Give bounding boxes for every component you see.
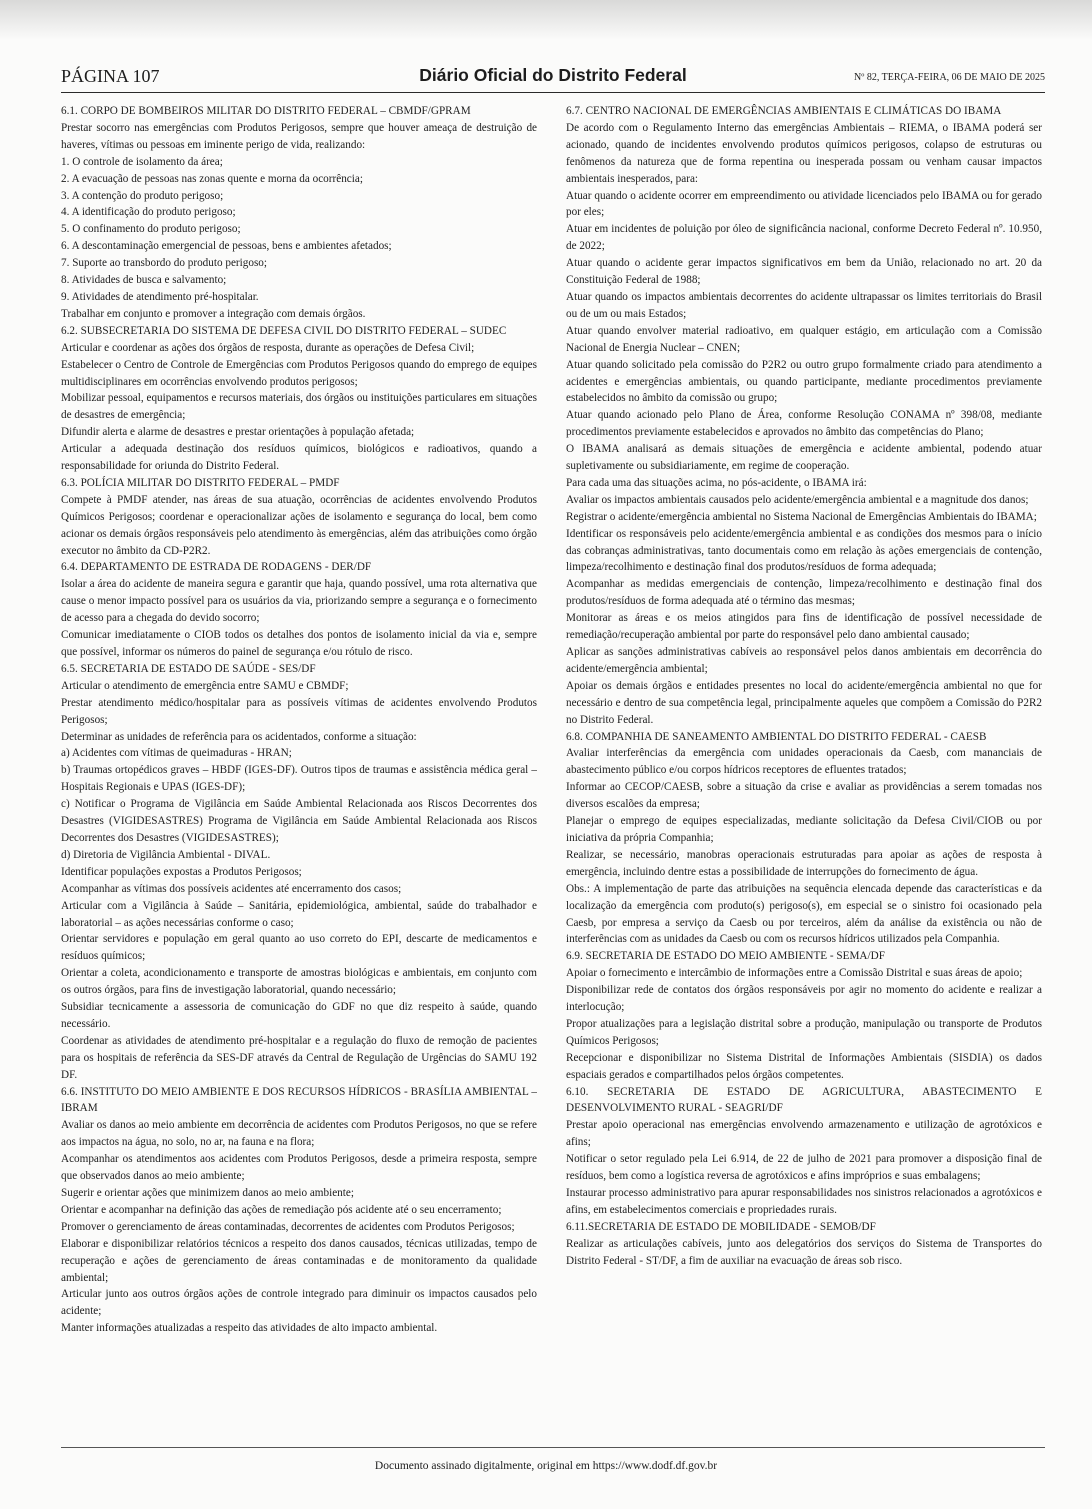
issue-date: Nº 82, TERÇA-FEIRA, 06 DE MAIO DE 2025 xyxy=(854,72,1045,83)
right-column xyxy=(566,103,1042,1443)
paragraph: Avaliar os impactos ambientais causados pelo acidente/emergência ambiental e a magnitude dos danos; xyxy=(566,493,1029,506)
paragraph: 6.10. SECRETARIA DE ESTADO DE AGRICULTURA, ABASTECIMENTO E DESENVOLVIMENTO RURAL - SEAGRI/DF xyxy=(566,1085,1042,1115)
paragraph: Atuar quando o acidente gerar impactos significativos em bem da União, relacionado no art. 20 da Constituição Federal de 1988; xyxy=(566,257,1042,287)
paragraph: 4. A identificação do produto perigoso; xyxy=(61,206,236,219)
paragraph: Estabelecer o Centro de Controle de Emergências com Produtos Perigosos quando do emprego de equipes multidisciplinares em ocorrências envolvendo produtos perigosos; xyxy=(61,358,537,388)
paragraph: Prestar atendimento médico/hospitalar para as possíveis vítimas de acidentes envolvendo Produtos Perigosos; xyxy=(61,696,537,726)
paragraph: Subsidiar tecnicamente a assessoria de comunicação do GDF no que diz respeito à saúde, quando necessário. xyxy=(61,1001,537,1030)
paragraph: 6.7. CENTRO NACIONAL DE EMERGÊNCIAS AMBIENTAIS E CLIMÁTICAS DO IBAMA xyxy=(566,105,1002,117)
paragraph: Aplicar as sanções administrativas cabíveis ao responsável pelos danos ambientais em decorrência do acidente/emergência ambiental; xyxy=(566,646,1042,675)
paragraph: Notificar o setor regulado pela Lei 6.914, de 22 de julho de 2021 para promover a disposição final de resíduos, bem como a logística reversa de agrotóxicos e afins impróprios e suas embalagens; xyxy=(566,1153,1042,1183)
paragraph: 6.11.SECRETARIA DE ESTADO DE MOBILIDADE - SEMOB/DF xyxy=(566,1220,876,1233)
paragraph: Prestar socorro nas emergências com Produtos Perigosos, sempre que houver ameaça de destruição de haveres, vítimas ou pessoas em iminente perigo de vida, realizando: xyxy=(61,121,537,151)
paragraph: Orientar a coleta, acondicionamento e transporte de amostras biológicas e ambientais, em conjunto com os outros órgãos, para fins de investigação laboratorial, quando necessário; xyxy=(61,967,537,997)
paragraph: 1. O controle de isolamento da área; xyxy=(61,155,223,168)
paragraph: b) Traumas ortopédicos graves – HBDF (IGES-DF). Outros tipos de traumas e assistência médica geral – Hospitais Regionais e UPAS (IGES-DF); xyxy=(61,764,537,794)
paragraph: Comunicar imediatamente o CIOB todos os detalhes dos pontos de isolamento inicial da via e, sempre que possível, informar os números do painel de segurança e/ou rótulo de risco. xyxy=(61,629,537,658)
paragraph: Elaborar e disponibilizar relatórios técnicos a respeito dos danos causados, técnicas utilizadas, tempo de recuperação e ações de gerenciamento de áreas contaminadas e de monitoramento da qualidade ambiental; xyxy=(61,1237,537,1284)
page-number: PÁGINA 107 xyxy=(61,66,160,86)
paragraph: Identificar populações expostas a Produtos Perigosos; xyxy=(61,865,302,878)
paragraph: Determinar as unidades de referência para os acidentados, conforme a situação: xyxy=(61,730,417,743)
paragraph: Articular a adequada destinação dos resíduos químicos, biológicos e radioativos, quando a responsabilidade for oriunda do Distrito Federal. xyxy=(61,443,537,473)
footer-rule xyxy=(61,1447,1045,1448)
paragraph: Sugerir e orientar ações que minimizem danos ao meio ambiente; xyxy=(61,1187,354,1199)
paragraph: Monitorar as áreas e os meios atingidos para fins de identificação de possível necessidade de remediação/recuperação ambiental por parte do responsável pelo dano ambiental causado; xyxy=(566,612,1042,642)
paragraph: 6.1. CORPO DE BOMBEIROS MILITAR DO DISTRITO FEDERAL – CBMDF/GPRAM xyxy=(61,105,471,117)
paragraph: Recepcionar e disponibilizar no Sistema Distrital de Informações Ambientais (SISDIA) os dados espaciais gerados e compartilhados pelos órgãos competentes. xyxy=(566,1051,1042,1081)
paragraph: c) Notificar o Programa de Vigilância em Saúde Ambiental Relacionada aos Riscos Decorrentes dos Desastres (VIGIDESASTRES) Programa de Vigilância em Saúde Ambiental Relacionada aos Riscos Decorrentes dos Desastres (VIGIDESASTRES); xyxy=(61,798,537,844)
paragraph: 6.2. SUBSECRETARIA DO SISTEMA DE DEFESA CIVIL DO DISTRITO FEDERAL – SUDEC xyxy=(61,324,507,337)
paragraph: 2. A evacuação de pessoas nas zonas quente e morna da ocorrência; xyxy=(61,172,363,185)
paragraph: Atuar quando solicitado pela comissão do P2R2 ou outro grupo formalmente criado para atendimento a acidentes e emergências ambientais, ou quando participante, mediante procedimentos previamente estabelecidos no âmbito da comissão ou grupo; xyxy=(566,358,1042,405)
paragraph: Avaliar interferências da emergência com unidades operacionais da Caesb, com mananciais de abastecimento público e/ou corpos hídricos receptores de efluentes tratados; xyxy=(566,747,1042,777)
paragraph: Articular o atendimento de emergência entre SAMU e CBMDF; xyxy=(61,679,349,692)
page-header xyxy=(61,66,1045,92)
paragraph: 9. Atividades de atendimento pré-hospitalar. xyxy=(61,290,259,303)
paragraph: 6. A descontaminação emergencial de pessoas, bens e ambientes afetados; xyxy=(61,240,392,253)
paragraph: Atuar quando os impactos ambientais decorrentes do acidente ultrapassar os limites territoriais do Brasil ou de um ou mais Estados; xyxy=(566,290,1042,320)
paragraph: Realizar as articulações cabíveis, junto aos delegatórios dos serviços do Sistema de Transportes do Distrito Federal - ST/DF, a fim de auxiliar na evacuação de áreas sob risco. xyxy=(566,1237,1042,1267)
paragraph: Atuar em incidentes de poluição por óleo de significância nacional, conforme Decreto Federal nº. 10.950, de 2022; xyxy=(566,223,1042,253)
top-shade xyxy=(0,0,1092,40)
paragraph: 6.3. POLÍCIA MILITAR DO DISTRITO FEDERAL – PMDF xyxy=(61,476,340,489)
paragraph: Acompanhar os atendimentos aos acidentes com Produtos Perigosos, desde a primeira resposta, sempre que observados danos ao meio ambiente; xyxy=(61,1153,537,1183)
paragraph: Atuar quando acionado pelo Plano de Área, conforme Resolução CONAMA nº 398/08, mediante procedimentos previamente estabelecidos e aprovados no âmbito das competências do Plano; xyxy=(566,409,1042,439)
paragraph: Acompanhar as vítimas dos possíveis acidentes até encerramento dos casos; xyxy=(61,882,402,895)
paragraph: d) Diretoria de Vigilância Ambiental - DIVAL. xyxy=(61,848,271,861)
paragraph: 6.5. SECRETARIA DE ESTADO DE SAÚDE - SES/DF xyxy=(61,662,316,675)
paragraph: Para cada uma das situações acima, no pós-acidente, o IBAMA irá: xyxy=(566,476,867,489)
paragraph: Avaliar os danos ao meio ambiente em decorrência de acidentes com Produtos Perigosos, no que se refere aos impactos na água, no solo, no ar, na fauna e na flora; xyxy=(61,1119,537,1149)
paragraph: Propor atualizações para a legislação distrital sobre a produção, manipulação ou transporte de Produtos Químicos Perigosos; xyxy=(566,1017,1042,1047)
publication-title: Diário Oficial do Distrito Federal xyxy=(419,65,687,85)
paragraph: Orientar servidores e população em geral quanto ao uso correto do EPI, descarte de medicamentos e resíduos químicos; xyxy=(61,933,537,963)
paragraph: 6.9. SECRETARIA DE ESTADO DO MEIO AMBIENTE - SEMA/DF xyxy=(566,950,885,963)
paragraph: a) Acidentes com vítimas de queimaduras - HRAN; xyxy=(61,747,292,760)
paragraph: Realizar, se necessário, manobras operacionais estruturadas para apoiar as ações de resposta à emergência, incluindo dentre estas a possibilidade de interrupções do fornecimento de água. xyxy=(566,848,1042,878)
paragraph: Acompanhar as medidas emergenciais de contenção, limpeza/recolhimento e destinação final dos produtos/resíduos de forma adequada até o término das mesmas; xyxy=(566,578,1042,608)
paragraph: 7. Suporte ao transbordo do produto perigoso; xyxy=(61,257,268,270)
left-column xyxy=(61,103,537,1443)
paragraph: Atuar quando o acidente ocorrer em empreendimento ou atividade licenciados pelo IBAMA ou for gerado por eles; xyxy=(566,189,1042,219)
paragraph: Promover o gerenciamento de áreas contaminadas, decorrentes de acidentes com Produtos Perigosos; xyxy=(61,1220,515,1233)
paragraph: Disponibilizar rede de contatos dos órgãos responsáveis por agir no momento do acidente e realizar a interlocução; xyxy=(566,984,1042,1014)
paragraph: Registrar o acidente/emergência ambiental no Sistema Nacional de Emergências Ambientais do IBAMA; xyxy=(566,510,1037,523)
paragraph: Difundir alerta e alarme de desastres e prestar orientações à população afetada; xyxy=(61,426,415,439)
paragraph: Isolar a área do acidente de maneira segura e garantir que haja, quando possível, uma rota alternativa que cause o menor impacto possível para os usuários da via, priorizando sempre a segurança e o fornecimento de acesso para a chegada do devido socorro; xyxy=(61,578,537,625)
paragraph: Orientar e acompanhar na definição das ações de remediação pós acidente até o seu encerramento; xyxy=(61,1203,502,1216)
paragraph: 6.4. DEPARTAMENTO DE ESTRADA DE RODAGENS - DER/DF xyxy=(61,561,372,574)
paragraph: Identificar os responsáveis pelo acidente/emergência ambiental e as condições dos mesmos para o início das cobranças administrativas, tanto documentais como em relação às ações emergenciais de contenção, limpeza/recolhimento e destinação final dos produtos/resíduos de forma adequada; xyxy=(566,527,1042,574)
paragraph: Atuar quando envolver material radioativo, em qualquer estágio, em articulação com a Comissão Nacional de Energia Nuclear – CNEN; xyxy=(566,324,1042,354)
header-rule xyxy=(61,92,1045,93)
paragraph: 3. A contenção do produto perigoso; xyxy=(61,189,224,202)
paragraph: O IBAMA analisará as demais situações de emergência e acidente ambiental, podendo atuar supletivamente ou subsidiariamente, em regime de cooperação. xyxy=(566,443,1042,473)
paragraph: Trabalhar em conjunto e promover a integração com demais órgãos. xyxy=(61,307,366,320)
paragraph: Informar ao CECOP/CAESB, sobre a situação da crise e avaliar as providências a serem tomadas nos diversos escalões da empresa; xyxy=(566,781,1042,811)
paragraph: Articular junto aos outros órgãos ações de controle integrado para diminuir os impactos causados pelo acidente; xyxy=(61,1288,537,1318)
paragraph: 6.6. INSTITUTO DO MEIO AMBIENTE E DOS RECURSOS HÍDRICOS - BRASÍLIA AMBIENTAL – IBRAM xyxy=(61,1085,537,1115)
paragraph: Manter informações atualizadas a respeito das atividades de alto impacto ambiental. xyxy=(61,1322,438,1335)
paragraph: Articular com a Vigilância à Saúde – Sanitária, epidemiológica, ambiental, saúde do trabalhador e laboratorial – as ações necessárias conforme o caso; xyxy=(61,899,537,929)
paragraph: Obs.: A implementação de parte das atribuições na sequência elencada depende das características e da localização da emergência com produto(s) perigoso(s), em especial se o sinistro foi ocasionado pela Caesb, por empresa a serviço da Caesb ou por terceiros, além da análise da existência ou não de interferências com as unidades da Caesb ou com os recursos hídricos utilizados pela Companhia. xyxy=(566,882,1042,946)
paragraph: Coordenar as atividades de atendimento pré-hospitalar e a regulação do fluxo de remoção de pacientes para os hospitais de referência da SES-DF através da Central de Regulação de Urgências do SAMU 192 DF. xyxy=(61,1034,537,1081)
paragraph: Instaurar processo administrativo para apurar responsabilidades nos sinistros relacionados a agrotóxicos e afins, em estabelecimentos comerciais e propriedades rurais. xyxy=(566,1187,1042,1216)
paragraph: 6.8. COMPANHIA DE SANEAMENTO AMBIENTAL DO DISTRITO FEDERAL - CAESB xyxy=(566,730,987,743)
paragraph: 5. O confinamento do produto perigoso; xyxy=(61,223,241,236)
paragraph: 8. Atividades de busca e salvamento; xyxy=(61,274,227,287)
paragraph: De acordo com o Regulamento Interno das emergências Ambientais – RIEMA, o IBAMA poderá ser acionado, quando de incidentes envolvendo produtos químicos perigosos, colapso de estruturas ou fenômenos da natureza que de forma repentina ou inesperada possam ou venham causar impactos ambientais inesperados, para: xyxy=(566,121,1042,185)
paragraph: Mobilizar pessoal, equipamentos e recursos materiais, dos órgãos ou instituições particulares em situações de desastres de emergência; xyxy=(61,392,537,422)
paragraph: Planejar o emprego de equipes especializadas, mediante solicitação da Defesa Civil/CIOB ou por iniciativa da própria Companhia; xyxy=(566,815,1042,844)
paragraph: Apoiar o fornecimento e intercâmbio de informações entre a Comissão Distrital e suas áreas de apoio; xyxy=(566,967,1023,980)
paragraph: Articular e coordenar as ações dos órgãos de resposta, durante as operações de Defesa Civil; xyxy=(61,341,475,354)
paragraph: Prestar apoio operacional nas emergências envolvendo armazenamento e utilização de agrotóxicos e afins; xyxy=(566,1119,1042,1149)
paragraph: Apoiar os demais órgãos e entidades presentes no local do acidente/emergência ambiental no que for necessário e dentro de sua competência legal, principalmente aqueles que compõem a Comissão do P2R2 no Distrito Federal. xyxy=(566,679,1042,726)
footer-note: Documento assinado digitalmente, original em https://www.dodf.df.gov.br xyxy=(374,1460,718,1472)
paragraph: Compete à PMDF atender, nas áreas de sua atuação, ocorrências de acidentes envolvendo Produtos Químicos Perigosos; coordenar e operacionalizar ações de isolamento e segurança do local, bem como acionar os demais órgãos responsáveis pelo atendimento às emergências, além das atribuições como órgão executor no âmbito da CD-P2R2. xyxy=(61,493,537,557)
